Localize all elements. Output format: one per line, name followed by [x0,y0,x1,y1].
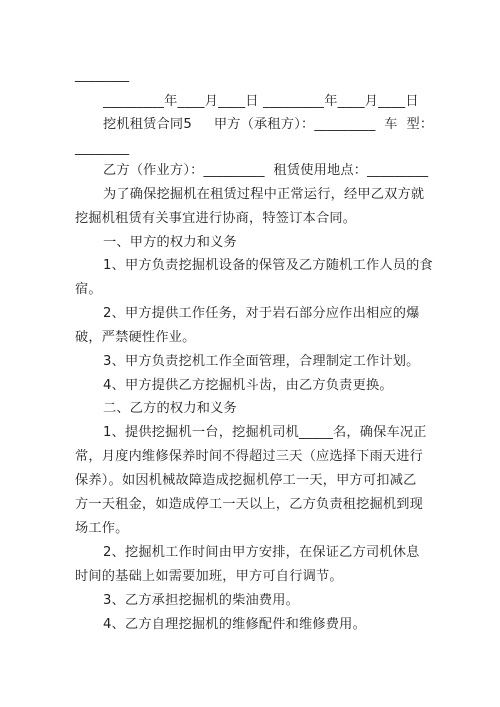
heading-party-a: 一、甲方的权力和义务 [103,235,237,250]
clause-b3: 3、乙方承担挖掘机的柴油费用。 [103,593,300,608]
contract-title-party-a: 挖机租赁合同5 甲方（承租方）：_________ 车 型： [103,117,434,132]
clause-a2-cont: 破，严禁硬性作业。 [75,330,196,345]
blank-line-model: ________ [75,141,130,156]
clause-b2-cont: 时间的基础上如需要加班，甲方可自行调节。 [75,569,343,584]
clause-a3: 3、甲方负责挖机工作全面管理，合理制定工作计划。 [103,354,420,369]
clause-b4: 4、乙方自理挖掘机的维修配件和维修费用。 [103,617,366,632]
clause-b1-cont-4: 场工作。 [75,521,129,536]
paragraph-intro-cont: 挖掘机租赁有关事宜进行协商，特签订本合同。 [75,211,357,226]
clause-b2: 2、挖掘机工作时间由甲方安排，在保证乙方司机休息 [103,545,420,560]
blank-line-top: ________ [75,68,130,83]
clause-b1-cont-2: 保养）。如因机械故障造成挖掘机停工一天，甲方可扣减乙 [75,473,417,488]
paragraph-intro: 为了确保挖掘机在租赁过程中正常运行，经甲乙双方就 [103,187,425,202]
clause-a1: 1、甲方负责挖掘机设备的保管及乙方随机工作人员的食 [103,258,433,273]
date-line: _________年____月____日 _________年____月____日 [103,94,419,109]
clause-a1-cont: 宿。 [75,282,102,297]
heading-party-b: 二、乙方的权力和义务 [103,401,237,416]
clause-b1-cont-1: 常，月度内维修保养时间不得超过三天（应选择下雨天进行 [75,449,424,464]
party-b-location: 乙方（作业方）：_________ 租赁使用地点：_________ [103,163,429,178]
clause-a2: 2、甲方提供工作任务，对于岩石部分应作出相应的爆 [103,306,420,321]
clause-b1-cont-3: 方一天租金，如造成停工一天以上，乙方负责租挖掘机到现 [75,497,424,512]
clause-a4: 4、甲方提供乙方挖掘机斗齿，由乙方负责更换。 [103,378,393,393]
clause-b1: 1、提供挖掘机一台，挖掘机司机_____名，确保车况正 [103,425,427,440]
